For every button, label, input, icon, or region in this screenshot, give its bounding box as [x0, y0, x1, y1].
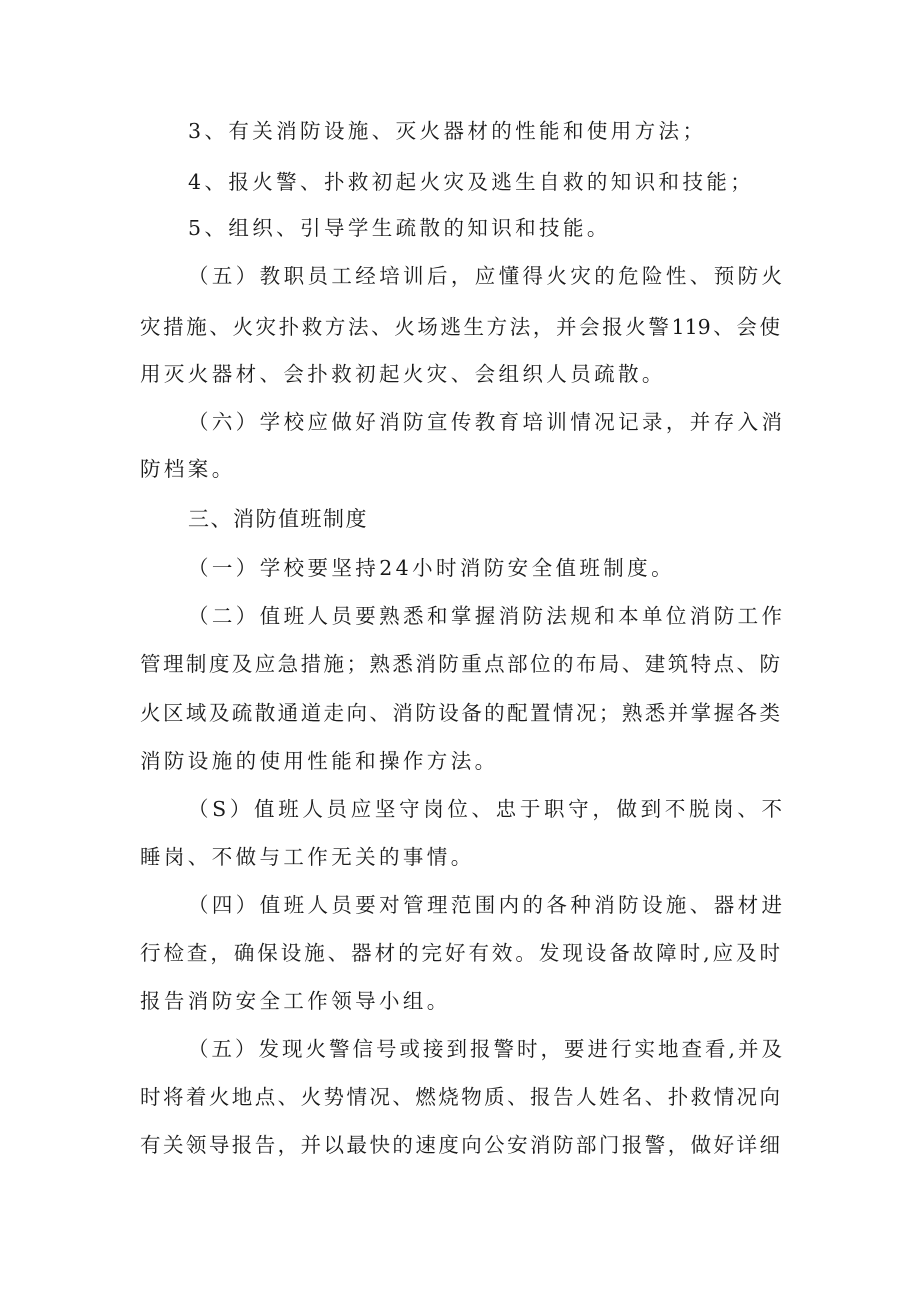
paragraph-duty-2-line-2: 管理制度及应急措施；熟悉消防重点部位的布局、建筑特点、防 — [140, 652, 780, 676]
paragraph-duty-3-line-1: （S）值班人员应坚守岗位、忠于职守，做到不脱岗、不 — [188, 797, 782, 821]
paragraph-duty-2-line-4: 消防设施的使用性能和操作方法。 — [140, 749, 499, 773]
paragraph-training-line-2: 灾措施、火灾扑救方法、火场逃生方法，并会报火警119、会使 — [140, 315, 780, 339]
paragraph-duty-2-line-1: （二）值班人员要熟悉和掌握消防法规和本单位消防工作 — [188, 604, 782, 628]
list-item-5: 5、组织、引导学生疏散的知识和技能。 — [188, 216, 611, 240]
paragraph-training-line-3: 用灭火器材、会扑救初起火灾、会组织人员疏散。 — [140, 362, 666, 386]
paragraph-duty-4-line-1: （四）值班人员要对管理范围内的各种消防设施、器材进 — [188, 893, 782, 917]
paragraph-duty-5-line-1: （五）发现火警信号或接到报警时，要进行实地查看,并及 — [188, 1037, 782, 1061]
paragraph-training-line-1: （五）教职员工经培训后，应懂得火灾的危险性、预防火 — [188, 264, 782, 288]
paragraph-duty-3-line-2: 睡岗、不做与工作无关的事情。 — [140, 845, 475, 869]
paragraph-duty-1: （一）学校要坚持24小时消防安全值班制度。 — [188, 556, 675, 580]
section-heading: 三、消防值班制度 — [188, 507, 368, 531]
paragraph-records-line-1: （六）学校应做好消防宣传教育培训情况记录，并存入消 — [188, 410, 782, 434]
paragraph-duty-4-line-3: 报告消防安全工作领导小组。 — [140, 989, 451, 1013]
paragraph-duty-5-line-2: 时将着火地点、火势情况、燃烧物质、报告人姓名、扑救情况向 — [140, 1085, 780, 1109]
paragraph-records-line-2: 防档案。 — [140, 457, 236, 481]
list-item-3: 3、有关消防设施、灭火器材的性能和使用方法； — [188, 119, 707, 143]
paragraph-duty-2-line-3: 火区域及疏散通道走向、消防设备的配置情况；熟悉并掌握各类 — [140, 701, 780, 725]
paragraph-duty-4-line-2: 行检查，确保设施、器材的完好有效。发现设备故障时,应及时 — [140, 941, 780, 965]
list-item-4: 4、报火警、扑救初起火灾及逃生自救的知识和技能； — [188, 170, 755, 194]
paragraph-duty-5-line-3: 有关领导报告，并以最快的速度向公安消防部门报警，做好详细 — [140, 1133, 780, 1157]
